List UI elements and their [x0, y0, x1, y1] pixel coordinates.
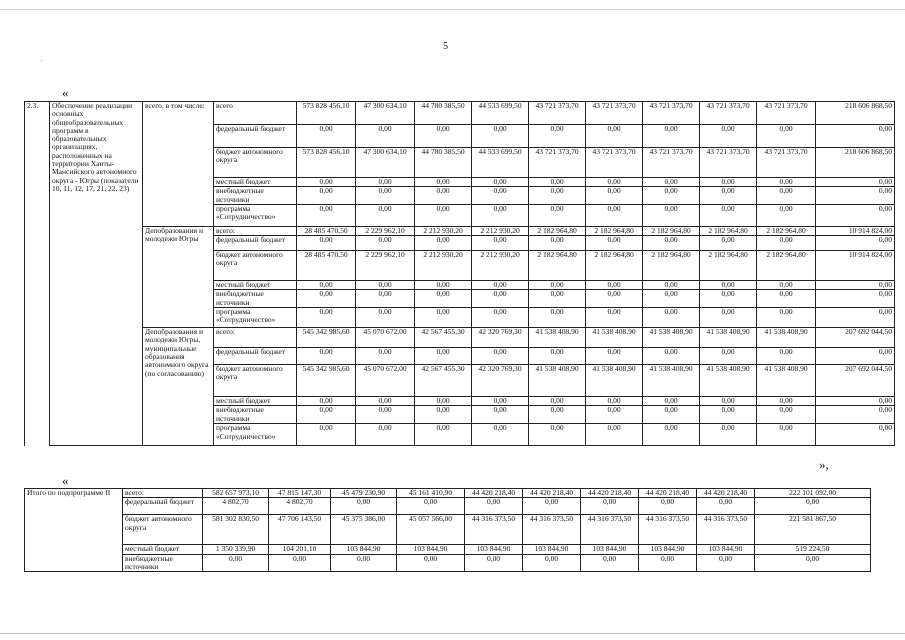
- amount-cell: 44 780 385,50: [415, 148, 472, 178]
- amount-cell: 0,00: [757, 308, 816, 328]
- amount-cell: 0,00: [643, 187, 700, 205]
- amount-cell: 0,00: [643, 281, 700, 290]
- amount-cell: 43 721 373,70: [700, 102, 757, 125]
- amount-cell: 0,00: [472, 424, 529, 446]
- funding-source-cell: всего: [214, 102, 297, 125]
- amount-cell: 0,00: [639, 498, 697, 515]
- amount-cell: 0,00: [700, 424, 757, 446]
- table-row: [25, 545, 871, 554]
- amount-cell: 0,00: [297, 397, 356, 406]
- amount-cell: 0,00: [700, 187, 757, 205]
- amount-cell: 1 350 339,90: [203, 545, 269, 554]
- amount-cell: 0,00: [472, 397, 529, 406]
- amount-cell: 0,00: [472, 308, 529, 328]
- amount-cell: 0,00: [816, 397, 895, 406]
- amount-cell: 44 420 218,40: [639, 489, 697, 498]
- amount-cell: 0,00: [643, 348, 700, 365]
- amount-cell: 0,00: [297, 424, 356, 446]
- amount-cell: 0,00: [465, 554, 523, 572]
- amount-cell: 0,00: [472, 178, 529, 187]
- amount-cell: 0,00: [472, 348, 529, 365]
- amount-cell: 0,00: [757, 397, 816, 406]
- opening-quote-bottom: «: [62, 473, 69, 488]
- amount-cell: 582 657 973,10: [203, 489, 269, 498]
- amount-cell: 0,00: [529, 236, 586, 251]
- amount-cell: 44 316 373,50: [639, 515, 697, 545]
- amount-cell: 2 229 962,10: [356, 226, 415, 235]
- task-description: Обеспечение реализации основных общеобразовательных программ в образовательных организациях, расположенных на территории Ханты-Мансийского автономного округа - Югры (показатели 10, 11, 12, 17, 21, 22, 23): [50, 102, 143, 446]
- amount-cell: 0,00: [297, 348, 356, 365]
- amount-cell: 0,00: [472, 125, 529, 148]
- amount-cell: 0,00: [397, 554, 465, 572]
- amount-cell: 43 721 373,70: [586, 148, 643, 178]
- amount-cell: 0,00: [755, 554, 871, 572]
- amount-cell: 0,00: [586, 424, 643, 446]
- amount-cell: 0,00: [586, 187, 643, 205]
- amount-cell: 47 300 634,10: [356, 102, 415, 125]
- page-number: 5: [443, 41, 448, 52]
- amount-cell: 218 606 868,50: [816, 102, 895, 125]
- amount-cell: 0,00: [415, 424, 472, 446]
- amount-cell: 0,00: [757, 406, 816, 424]
- amount-cell: 0,00: [586, 290, 643, 308]
- funding-source-cell: местный бюджет: [214, 281, 297, 290]
- opening-quote-top: «: [62, 85, 69, 100]
- amount-cell: 0,00: [415, 187, 472, 205]
- funding-source-cell: бюджет автономного округа: [214, 148, 297, 178]
- amount-cell: 0,00: [356, 397, 415, 406]
- amount-cell: 0,00: [356, 424, 415, 446]
- amount-cell: 45 375 386,00: [331, 515, 397, 545]
- amount-cell: 0,00: [816, 406, 895, 424]
- amount-cell: 0,00: [757, 290, 816, 308]
- amount-cell: 0,00: [529, 308, 586, 328]
- amount-cell: 0,00: [356, 308, 415, 328]
- amount-cell: 0,00: [643, 125, 700, 148]
- amount-cell: 2 229 962,10: [356, 251, 415, 281]
- amount-cell: 519 224,50: [755, 545, 871, 554]
- amount-cell: 41 538 408,90: [586, 328, 643, 348]
- amount-cell: 0,00: [586, 308, 643, 328]
- amount-cell: 0,00: [586, 178, 643, 187]
- amount-cell: 0,00: [529, 204, 586, 226]
- amount-cell: 2 182 964,80: [529, 251, 586, 281]
- amount-cell: 0,00: [356, 187, 415, 205]
- amount-cell: 44 533 699,50: [472, 148, 529, 178]
- amount-cell: 0,00: [529, 281, 586, 290]
- amount-cell: 545 342 985,60: [297, 365, 356, 397]
- amount-cell: 0,00: [297, 178, 356, 187]
- amount-cell: 0,00: [643, 204, 700, 226]
- amount-cell: 43 721 373,70: [643, 148, 700, 178]
- amount-cell: 0,00: [586, 406, 643, 424]
- scan-edge-bottom: [0, 633, 905, 634]
- amount-cell: 0,00: [529, 406, 586, 424]
- amount-cell: 2 182 964,80: [643, 226, 700, 235]
- amount-cell: 43 721 373,70: [757, 148, 816, 178]
- amount-cell: 2 212 930,20: [472, 251, 529, 281]
- amount-cell: 0,00: [297, 308, 356, 328]
- closing-quote: »,: [819, 457, 829, 472]
- amount-cell: 0,00: [586, 348, 643, 365]
- amount-cell: 0,00: [643, 406, 700, 424]
- amount-cell: 0,00: [700, 308, 757, 328]
- amount-cell: 0,00: [643, 308, 700, 328]
- amount-cell: 45 057 566,00: [397, 515, 465, 545]
- funding-source-cell: бюджет автономного округа: [214, 365, 297, 397]
- table-row: [25, 102, 895, 125]
- amount-cell: 0,00: [700, 178, 757, 187]
- amount-cell: 2 182 964,80: [757, 251, 816, 281]
- amount-cell: 47 706 143,50: [269, 515, 331, 545]
- amount-cell: 0,00: [203, 554, 269, 572]
- funding-source-cell: местный бюджет: [214, 178, 297, 187]
- amount-cell: 0,00: [700, 125, 757, 148]
- amount-cell: 0,00: [529, 290, 586, 308]
- amount-cell: 44 420 218,40: [465, 489, 523, 498]
- amount-cell: 0,00: [356, 178, 415, 187]
- funding-source-cell: федеральный бюджет: [214, 125, 297, 148]
- task-number: 2.3.: [25, 102, 50, 446]
- amount-cell: 0,00: [757, 236, 816, 251]
- funding-source-cell: федеральный бюджет: [123, 498, 203, 515]
- amount-cell: 41 538 408,90: [529, 365, 586, 397]
- amount-cell: 43 721 373,70: [586, 102, 643, 125]
- funding-source-cell: всего:: [214, 328, 297, 348]
- funding-source-cell: федеральный бюджет: [214, 236, 297, 251]
- amount-cell: 10 914 824,00: [816, 226, 895, 235]
- amount-cell: 2 182 964,80: [757, 226, 816, 235]
- amount-cell: 2 182 964,80: [586, 226, 643, 235]
- amount-cell: 103 844,90: [397, 545, 465, 554]
- amount-cell: 41 538 408,90: [757, 328, 816, 348]
- amount-cell: 0,00: [816, 308, 895, 328]
- amount-cell: 0,00: [415, 397, 472, 406]
- table-row: [25, 328, 895, 348]
- funding-source-cell: программа «Сотрудничество»: [214, 424, 297, 446]
- amount-cell: 103 844,90: [331, 545, 397, 554]
- amount-cell: 4 802,70: [269, 498, 331, 515]
- amount-cell: 44 316 373,50: [697, 515, 755, 545]
- amount-cell: 0,00: [639, 554, 697, 572]
- amount-cell: 103 844,90: [465, 545, 523, 554]
- amount-cell: 0,00: [700, 236, 757, 251]
- scan-speck: [41, 60, 42, 61]
- amount-cell: 2 212 930,20: [415, 251, 472, 281]
- amount-cell: 0,00: [297, 236, 356, 251]
- amount-cell: 0,00: [816, 178, 895, 187]
- amount-cell: 0,00: [816, 187, 895, 205]
- amount-cell: 44 780 385,50: [415, 102, 472, 125]
- amount-cell: 0,00: [415, 178, 472, 187]
- amount-cell: 42 320 769,30: [472, 328, 529, 348]
- amount-cell: 44 316 373,50: [581, 515, 639, 545]
- executor-cell: всего, в том числе:: [143, 102, 214, 227]
- amount-cell: 0,00: [297, 290, 356, 308]
- amount-cell: 0,00: [415, 290, 472, 308]
- amount-cell: 0,00: [529, 187, 586, 205]
- funding-source-cell: федеральный бюджет: [214, 348, 297, 365]
- amount-cell: 41 538 408,90: [700, 365, 757, 397]
- amount-cell: 0,00: [465, 498, 523, 515]
- amount-cell: 0,00: [757, 178, 816, 187]
- amount-cell: 573 828 456,10: [297, 102, 356, 125]
- amount-cell: 44 420 218,40: [697, 489, 755, 498]
- funding-source-cell: бюджет автономного округа: [123, 515, 203, 545]
- amount-cell: 2 212 930,20: [415, 226, 472, 235]
- amount-cell: 0,00: [643, 236, 700, 251]
- amount-cell: 0,00: [529, 397, 586, 406]
- amount-cell: 10 914 824,00: [816, 251, 895, 281]
- amount-cell: 0,00: [586, 125, 643, 148]
- amount-cell: 573 828 456,10: [297, 148, 356, 178]
- amount-cell: 0,00: [757, 125, 816, 148]
- scan-edge-top: [0, 9, 905, 10]
- amount-cell: 0,00: [757, 424, 816, 446]
- amount-cell: 42 320 769,30: [472, 365, 529, 397]
- amount-cell: 0,00: [700, 290, 757, 308]
- amount-cell: 0,00: [523, 498, 581, 515]
- funding-source-cell: внебюджетные источники: [214, 290, 297, 308]
- amount-cell: 0,00: [523, 554, 581, 572]
- funding-source-cell: внебюджетные источники: [214, 187, 297, 205]
- amount-cell: 0,00: [297, 125, 356, 148]
- amount-cell: 0,00: [757, 348, 816, 365]
- amount-cell: 44 420 218,40: [581, 489, 639, 498]
- funding-source-cell: внебюджетные источники: [123, 554, 203, 572]
- amount-cell: 218 606 868,50: [816, 148, 895, 178]
- amount-cell: 0,00: [415, 236, 472, 251]
- amount-cell: 0,00: [816, 281, 895, 290]
- amount-cell: 43 721 373,70: [529, 148, 586, 178]
- amount-cell: 103 844,90: [523, 545, 581, 554]
- amount-cell: 0,00: [415, 348, 472, 365]
- amount-cell: 0,00: [700, 348, 757, 365]
- amount-cell: 28 485 470,50: [297, 226, 356, 235]
- amount-cell: 0,00: [269, 554, 331, 572]
- amount-cell: 2 182 964,80: [643, 251, 700, 281]
- amount-cell: 43 721 373,70: [757, 102, 816, 125]
- executor-cell: Депобразования и молодежи Югры: [143, 226, 214, 327]
- amount-cell: 0,00: [757, 281, 816, 290]
- amount-cell: 0,00: [755, 498, 871, 515]
- amount-cell: 0,00: [356, 281, 415, 290]
- amount-cell: 0,00: [297, 187, 356, 205]
- amount-cell: 2 212 930,20: [472, 226, 529, 235]
- table-row: [25, 498, 871, 515]
- amount-cell: 4 802,70: [203, 498, 269, 515]
- amount-cell: 28 485 470,50: [297, 251, 356, 281]
- amount-cell: 0,00: [700, 281, 757, 290]
- amount-cell: 0,00: [415, 308, 472, 328]
- amount-cell: 0,00: [297, 204, 356, 226]
- amount-cell: 43 721 373,70: [529, 102, 586, 125]
- main-budget-table: [24, 101, 895, 446]
- amount-cell: 0,00: [757, 187, 816, 205]
- amount-cell: 0,00: [816, 424, 895, 446]
- table-row: [25, 489, 871, 498]
- amount-cell: 0,00: [356, 348, 415, 365]
- amount-cell: 221 581 867,50: [755, 515, 871, 545]
- table-row: [25, 226, 895, 235]
- amount-cell: 207 692 044,50: [816, 328, 895, 348]
- funding-source-cell: всего:: [214, 226, 297, 235]
- table-row: [25, 554, 871, 572]
- amount-cell: 0,00: [331, 554, 397, 572]
- amount-cell: 0,00: [472, 187, 529, 205]
- amount-cell: 0,00: [586, 397, 643, 406]
- amount-cell: 0,00: [472, 290, 529, 308]
- amount-cell: 0,00: [816, 348, 895, 365]
- funding-source-cell: бюджет автономного округа: [214, 251, 297, 281]
- amount-cell: 0,00: [472, 281, 529, 290]
- amount-cell: 44 420 218,40: [523, 489, 581, 498]
- amount-cell: 47 300 634,10: [356, 148, 415, 178]
- amount-cell: 0,00: [356, 125, 415, 148]
- amount-cell: 42 567 455,30: [415, 365, 472, 397]
- amount-cell: 0,00: [356, 236, 415, 251]
- amount-cell: 0,00: [816, 125, 895, 148]
- amount-cell: 0,00: [757, 204, 816, 226]
- amount-cell: 45 070 672,00: [356, 328, 415, 348]
- amount-cell: 0,00: [415, 406, 472, 424]
- amount-cell: 41 538 408,90: [757, 365, 816, 397]
- amount-cell: 0,00: [586, 236, 643, 251]
- amount-cell: 0,00: [700, 406, 757, 424]
- amount-cell: 0,00: [697, 554, 755, 572]
- amount-cell: 0,00: [816, 204, 895, 226]
- amount-cell: 0,00: [397, 498, 465, 515]
- amount-cell: 47 815 147,30: [269, 489, 331, 498]
- executor-cell: Депобразования и молодежи Югры, муниципальные образования автономного округа (по согласованию): [143, 328, 214, 446]
- amount-cell: 0,00: [472, 406, 529, 424]
- amount-cell: 0,00: [581, 498, 639, 515]
- amount-cell: 0,00: [472, 236, 529, 251]
- amount-cell: 41 538 408,90: [586, 365, 643, 397]
- amount-cell: 2 182 964,80: [700, 226, 757, 235]
- amount-cell: 0,00: [700, 397, 757, 406]
- amount-cell: 0,00: [415, 281, 472, 290]
- amount-cell: 2 182 964,80: [586, 251, 643, 281]
- amount-cell: 41 538 408,90: [700, 328, 757, 348]
- amount-cell: 207 692 044,50: [816, 365, 895, 397]
- amount-cell: 104 201,10: [269, 545, 331, 554]
- amount-cell: 0,00: [700, 204, 757, 226]
- amount-cell: 0,00: [643, 424, 700, 446]
- amount-cell: 0,00: [356, 204, 415, 226]
- amount-cell: 2 182 964,80: [529, 226, 586, 235]
- amount-cell: 42 567 455,30: [415, 328, 472, 348]
- amount-cell: 0,00: [415, 204, 472, 226]
- amount-cell: 0,00: [331, 498, 397, 515]
- amount-cell: 222 101 092,00: [755, 489, 871, 498]
- amount-cell: 41 538 408,90: [529, 328, 586, 348]
- amount-cell: 0,00: [643, 397, 700, 406]
- amount-cell: 0,00: [586, 281, 643, 290]
- funding-source-cell: местный бюджет: [123, 545, 203, 554]
- funding-source-cell: всего:: [123, 489, 203, 498]
- amount-cell: 0,00: [586, 204, 643, 226]
- amount-cell: 41 538 408,90: [643, 328, 700, 348]
- amount-cell: 44 316 373,50: [523, 515, 581, 545]
- amount-cell: 0,00: [697, 498, 755, 515]
- amount-cell: 0,00: [643, 290, 700, 308]
- funding-source-cell: местный бюджет: [214, 397, 297, 406]
- amount-cell: 45 161 410,90: [397, 489, 465, 498]
- amount-cell: 0,00: [415, 125, 472, 148]
- amount-cell: 545 342 985,60: [297, 328, 356, 348]
- amount-cell: 103 844,90: [697, 545, 755, 554]
- funding-source-cell: программа «Сотрудничество»: [214, 204, 297, 226]
- funding-source-cell: программа «Сотрудничество»: [214, 308, 297, 328]
- amount-cell: 0,00: [297, 281, 356, 290]
- amount-cell: 0,00: [529, 424, 586, 446]
- amount-cell: 45 070 672,00: [356, 365, 415, 397]
- amount-cell: 0,00: [816, 290, 895, 308]
- amount-cell: 0,00: [356, 290, 415, 308]
- amount-cell: 0,00: [643, 178, 700, 187]
- amount-cell: 0,00: [816, 236, 895, 251]
- amount-cell: 0,00: [529, 348, 586, 365]
- amount-cell: 581 302 830,50: [203, 515, 269, 545]
- amount-cell: 0,00: [529, 125, 586, 148]
- amount-cell: 44 316 373,50: [465, 515, 523, 545]
- amount-cell: 103 844,90: [581, 545, 639, 554]
- total-label: Итого по подпрограмме II: [25, 489, 123, 572]
- amount-cell: 44 533 699,50: [472, 102, 529, 125]
- subprogram-total-table: [24, 488, 871, 572]
- amount-cell: 0,00: [529, 178, 586, 187]
- amount-cell: 43 721 373,70: [700, 148, 757, 178]
- amount-cell: 0,00: [581, 554, 639, 572]
- amount-cell: 2 182 964,80: [700, 251, 757, 281]
- table-row: [25, 515, 871, 545]
- amount-cell: 103 844,90: [639, 545, 697, 554]
- funding-source-cell: внебюджетные источники: [214, 406, 297, 424]
- amount-cell: 43 721 373,70: [643, 102, 700, 125]
- amount-cell: 45 479 230,90: [331, 489, 397, 498]
- amount-cell: 41 538 408,90: [643, 365, 700, 397]
- amount-cell: 0,00: [356, 406, 415, 424]
- amount-cell: 0,00: [297, 406, 356, 424]
- amount-cell: 0,00: [472, 204, 529, 226]
